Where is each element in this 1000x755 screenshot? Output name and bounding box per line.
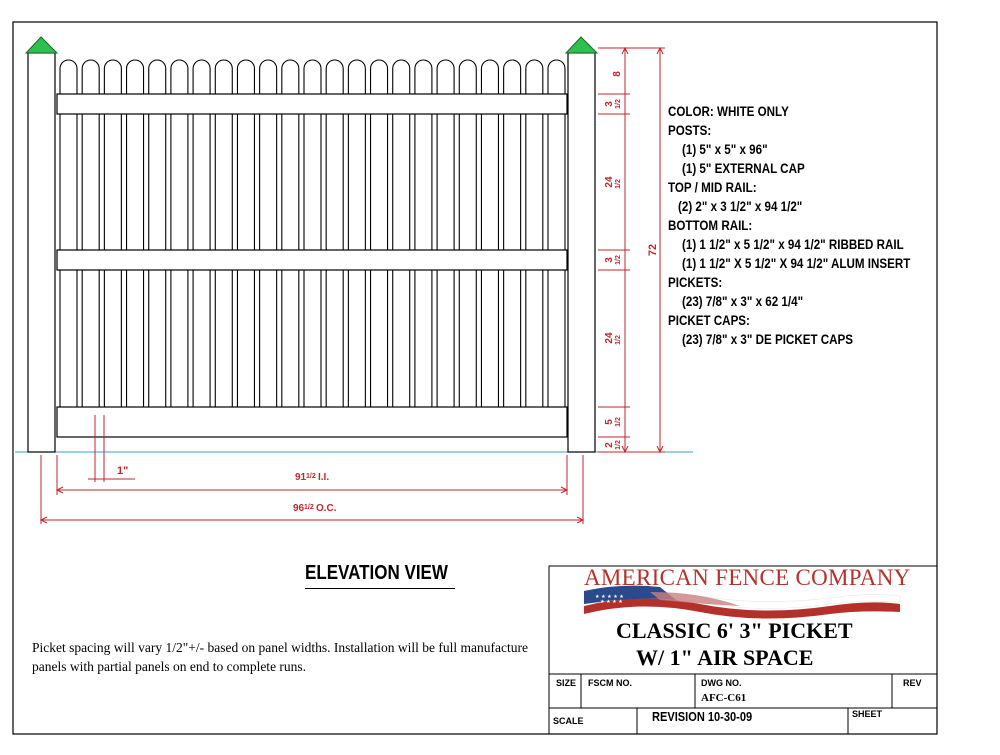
spec-color: COLOR: WHITE ONLY [668,104,789,119]
dim-inside-width-frac: 1/2 [306,473,316,480]
spec-pickets-size: (23) 7/8" x 3" x 62 1/4" [682,294,804,309]
picket [326,60,343,437]
dwg-number: AFC-C61 [701,692,747,704]
spec-rail-size: (2) 2" x 3 1/2" x 94 1/2" [678,199,803,214]
drawing-title-line2: W/ 1" AIR SPACE [636,645,814,670]
right-post-cap-icon [566,37,597,53]
picket [82,60,99,437]
right-post [568,53,595,452]
spec-bottom-rail-heading: BOTTOM RAIL: [668,218,753,233]
dim-air-space: 2 [604,442,615,448]
rev-label: REV [903,678,922,688]
dim-mid-rail-frac: 1/2 [615,255,622,265]
bottom-rail [57,407,567,437]
spec-rail-heading: TOP / MID RAIL: [668,180,757,195]
installation-note: Picket spacing will vary 1/2"+/- based on panel widths. Installation will be full manufacture panels with partial panels on end to complete runs. [32,640,529,674]
picket [348,60,365,437]
scale-label: SCALE [553,716,584,726]
mid-rail [57,250,567,270]
vertical-dimension-labels [604,71,659,450]
company-name: AMERICAN FENCE COMPANY [584,565,911,590]
dim-upper-span: 24 [604,176,615,188]
dim-mid-rail: 3 [604,257,615,263]
dim-upper-span-frac: 1/2 [615,179,622,189]
picket [60,60,77,437]
picket [526,60,543,437]
size-label: SIZE [556,678,577,688]
picket [215,60,232,437]
dim-air-space-frac: 1/2 [615,440,622,450]
top-rail [57,94,567,114]
picket [481,60,498,437]
elevation-underline [305,588,455,589]
dim-bottom-rail: 5 [604,419,615,425]
picket [104,60,121,437]
dim-top-rail-frac: 1/2 [615,99,622,109]
dwg-label: DWG NO. [701,678,742,688]
picket [548,60,565,437]
spec-bottom-rail-ribbed: (1) 1 1/2" x 5 1/2" x 94 1/2" RIBBED RAIL [682,237,904,252]
picket [127,60,144,437]
spec-pickets-heading: PICKETS: [668,275,723,290]
spec-picket-caps-size: (23) 7/8" x 3" DE PICKET CAPS [682,332,854,347]
dim-oc-width: 96 [293,503,305,514]
picket [504,60,521,437]
revision-date: REVISION 10-30-09 [652,709,753,724]
picket [459,60,476,437]
spec-posts-cap: (1) 5" EXTERNAL CAP [682,161,805,176]
picket-group [60,60,565,437]
picket [415,60,432,437]
dim-inside-width: 91 [295,472,307,483]
dim-oc-width-suffix: O.C. [316,503,337,514]
spec-bottom-rail-insert: (1) 1 1/2" X 5 1/2" X 94 1/2" ALUM INSERT [682,256,911,271]
picket [171,60,188,437]
picket [149,60,166,437]
dim-top-rail: 3 [604,101,615,107]
dim-oc-width-frac: 1/2 [304,504,314,511]
sheet-label: SHEET [852,709,883,719]
dim-bottom-rail-frac: 1/2 [615,417,622,427]
dim-lower-span: 24 [604,332,615,344]
picket [437,60,454,437]
svg-text:★ ★ ★ ★ ★: ★ ★ ★ ★ ★ [595,594,624,600]
svg-text:★ ★ ★ ★: ★ ★ ★ ★ [600,599,623,605]
picket [237,60,254,437]
drawing-title-line1: CLASSIC 6' 3" PICKET [616,618,853,643]
dim-inside-width-suffix: I.I. [318,472,330,483]
left-post [28,53,55,452]
spec-posts-size: (1) 5" x 5" x 96" [682,142,768,157]
picket [260,60,277,437]
elevation-view-label: ELEVATION VIEW [305,562,448,584]
spec-posts-heading: POSTS: [668,123,712,138]
dim-picket-gap: 1" [117,465,129,477]
picket [304,60,321,437]
dim-overall-height: 72 [647,243,659,257]
fscm-label: FSCM NO. [588,678,632,688]
dim-lower-span-frac: 1/2 [615,335,622,345]
picket [193,60,210,437]
spec-picket-caps-heading: PICKET CAPS: [668,313,750,328]
picket [371,60,388,437]
dim-cap-height: 8 [612,71,623,77]
left-post-cap-icon [26,37,57,53]
picket [393,60,410,437]
picket [282,60,299,437]
